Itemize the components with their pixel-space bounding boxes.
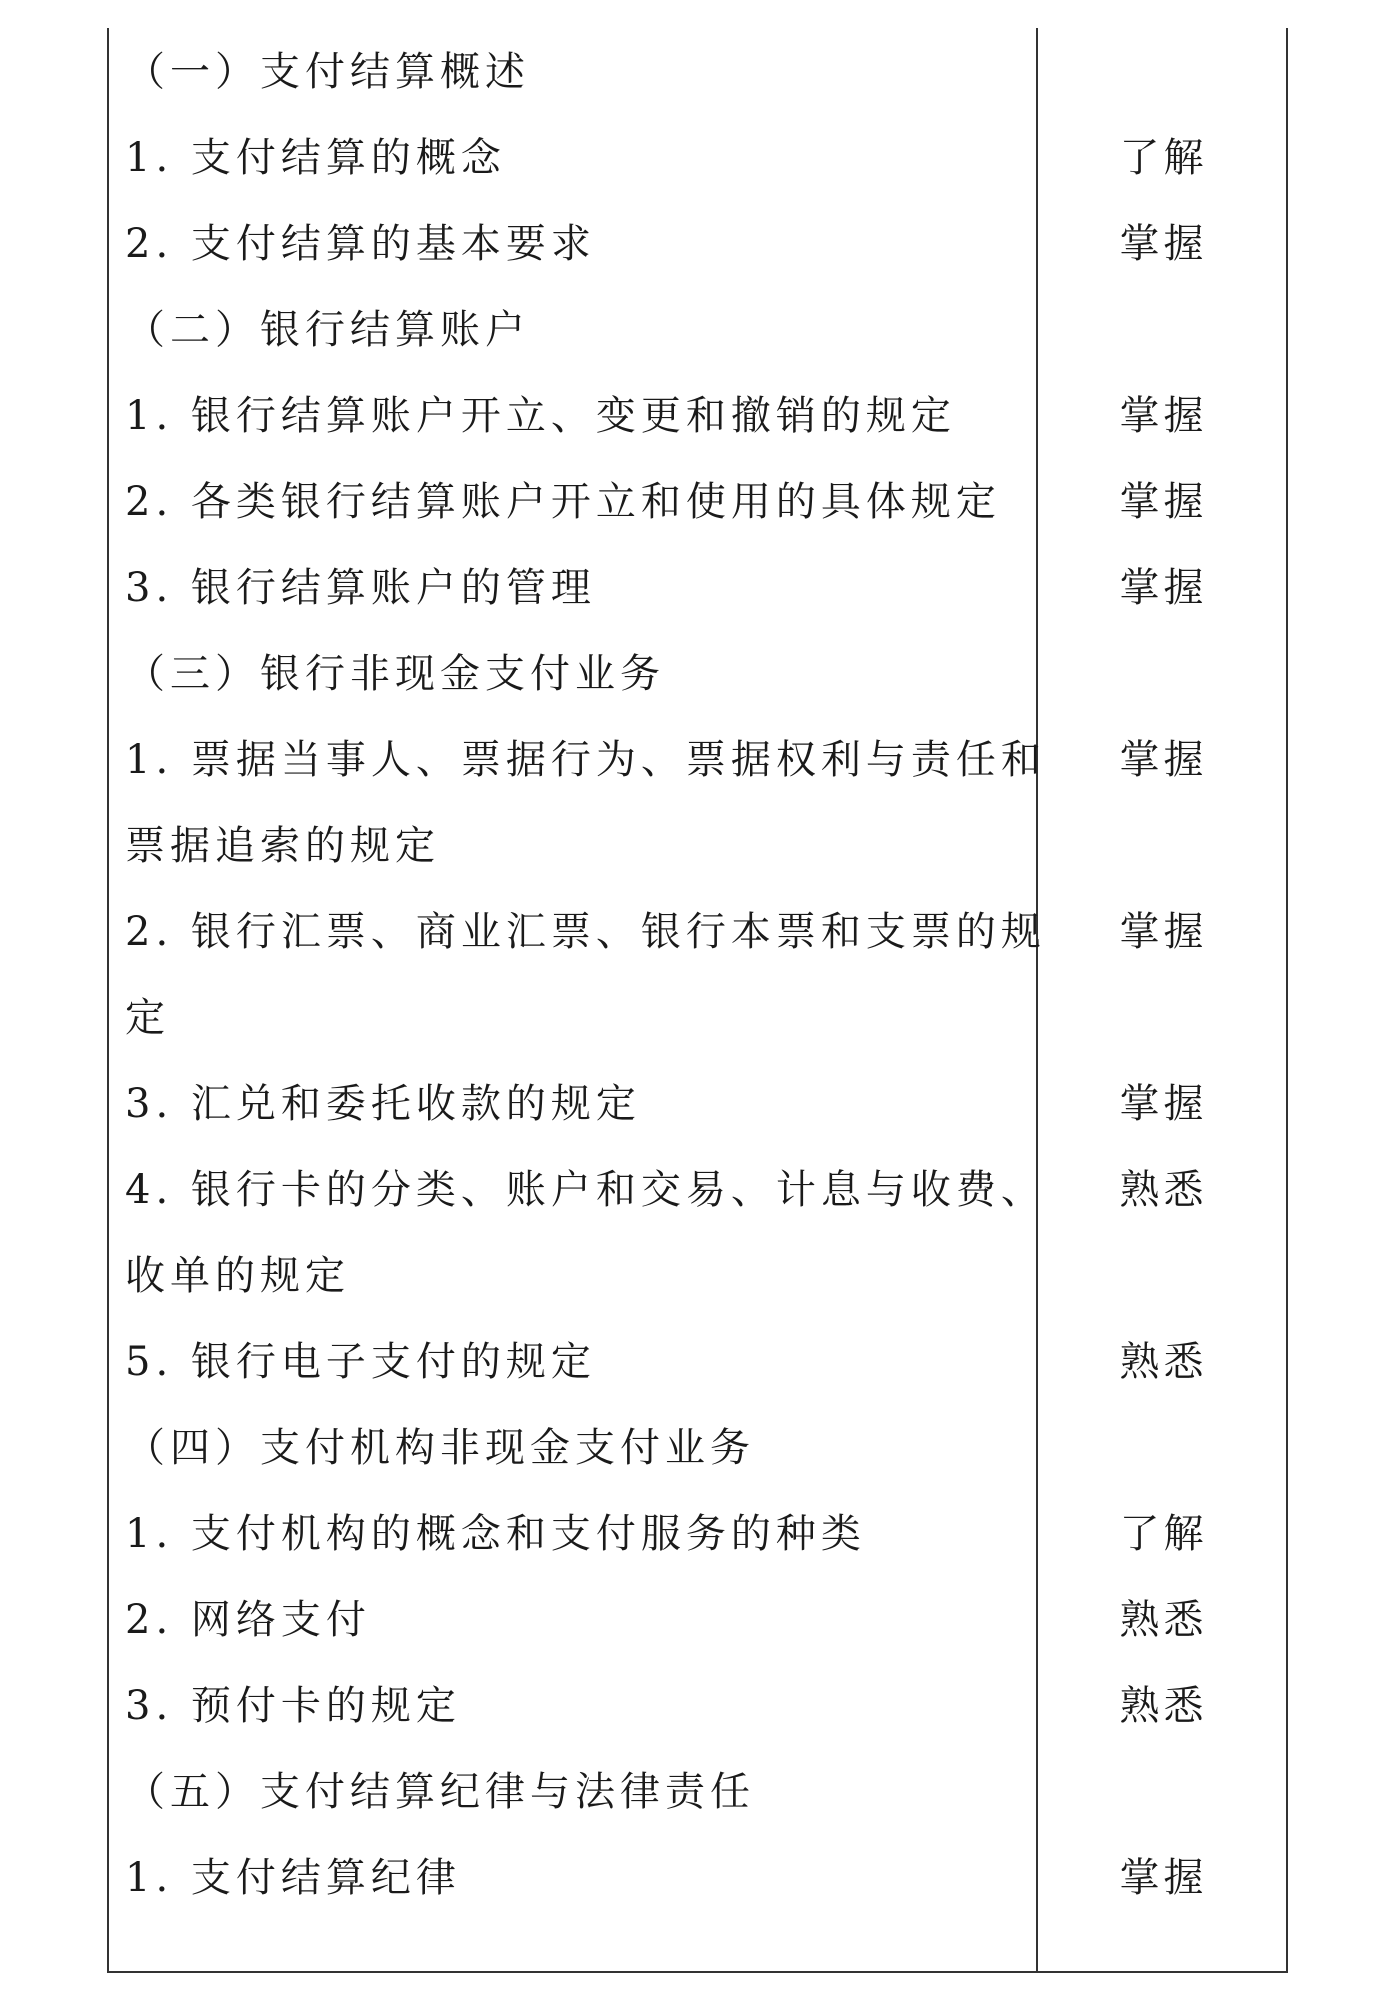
content-line: 5. 银行电子支付的规定 [125, 1339, 596, 1385]
content-line: 2. 网络支付 [125, 1597, 371, 1643]
table-row [109, 1835, 1286, 1921]
content-line: 1. 支付机构的概念和支付服务的种类 [125, 1511, 866, 1557]
content-line: 1. 票据当事人、票据行为、票据权利与责任和 [125, 737, 1046, 783]
content-line: 1. 支付结算的概念 [125, 135, 506, 181]
content-line: 3. 银行结算账户的管理 [125, 565, 596, 611]
table-row [109, 1319, 1286, 1405]
content-line: 定 [125, 995, 170, 1041]
table-row [109, 1749, 1286, 1835]
content-line: 1. 支付结算纪律 [125, 1855, 461, 1901]
content-line: （五）支付结算纪律与法律责任 [125, 1769, 755, 1815]
requirement-level: 了解 [1119, 135, 1208, 181]
requirement-level: 掌握 [1119, 565, 1208, 611]
content-line: 票据追索的规定 [125, 823, 440, 869]
content-line: （二）银行结算账户 [125, 307, 530, 353]
table-row [109, 29, 1286, 115]
content-line: 2. 银行汇票、商业汇票、银行本票和支票的规 [125, 909, 1046, 955]
content-line: 收单的规定 [125, 1253, 350, 1299]
content-line: 1. 银行结算账户开立、变更和撤销的规定 [125, 393, 956, 439]
table-row [109, 631, 1286, 717]
requirement-level: 掌握 [1119, 1855, 1208, 1901]
table-row [109, 1491, 1286, 1577]
content-line: （四）支付机构非现金支付业务 [125, 1425, 755, 1471]
table-row [109, 287, 1286, 373]
content-line: （三）银行非现金支付业务 [125, 651, 665, 697]
table-row [109, 115, 1286, 201]
requirement-level: 掌握 [1119, 737, 1208, 783]
table-row [109, 459, 1286, 545]
table-row [109, 373, 1286, 459]
requirement-level: 熟悉 [1119, 1597, 1208, 1643]
table-row [109, 889, 1286, 1061]
table-row [109, 201, 1286, 287]
content-line: 3. 预付卡的规定 [125, 1683, 461, 1729]
requirement-level: 掌握 [1119, 393, 1208, 439]
content-line: （一）支付结算概述 [125, 49, 530, 95]
table-row [109, 1663, 1286, 1749]
requirement-level: 掌握 [1119, 1081, 1208, 1127]
content-line: 2. 支付结算的基本要求 [125, 221, 596, 267]
requirement-level: 掌握 [1119, 479, 1208, 525]
requirement-level: 熟悉 [1119, 1167, 1208, 1213]
requirement-level: 熟悉 [1119, 1683, 1208, 1729]
content-line: 3. 汇兑和委托收款的规定 [125, 1081, 641, 1127]
syllabus-table [107, 28, 1288, 1973]
table-row [109, 1061, 1286, 1147]
content-line: 4. 银行卡的分类、账户和交易、计息与收费、 [125, 1167, 1046, 1213]
table-row [109, 1577, 1286, 1663]
content-line: 2. 各类银行结算账户开立和使用的具体规定 [125, 479, 1001, 525]
requirement-level: 掌握 [1119, 221, 1208, 267]
requirement-level: 熟悉 [1119, 1339, 1208, 1385]
table-row [109, 717, 1286, 889]
table-row [109, 545, 1286, 631]
requirement-level: 掌握 [1119, 909, 1208, 955]
requirement-level: 了解 [1119, 1511, 1208, 1557]
table-row [109, 1147, 1286, 1319]
table-row [109, 1405, 1286, 1491]
